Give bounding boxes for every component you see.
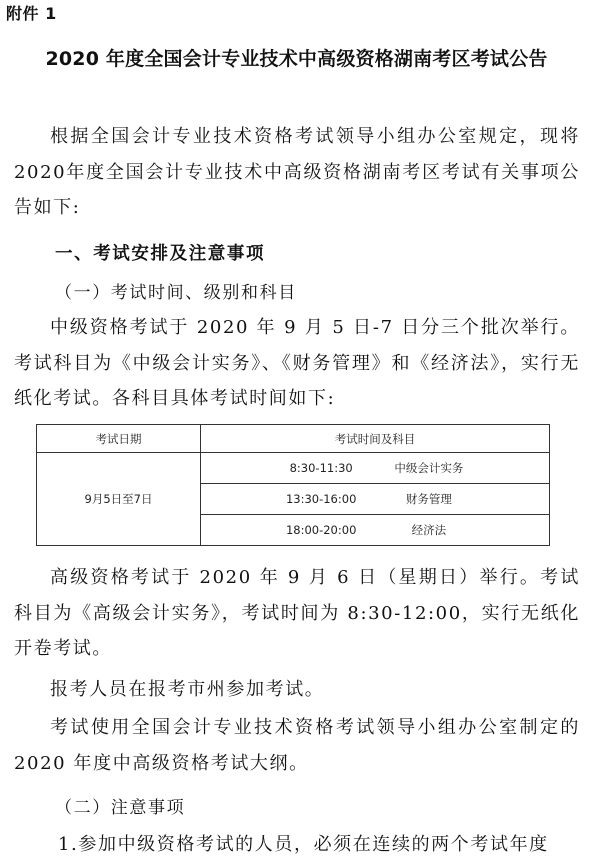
slot-time: 13:30-16:00 (285, 492, 357, 506)
slot-subject: 经济法 (411, 523, 447, 537)
table-header-row (37, 425, 550, 453)
mid-level-paragraph: 中级资格考试于 2020 年 9 月 5 日-7 日分三个批次举行。考试科目为《中级会计实务》、《财务管理》和《经济法》，实行无纸化考试。各科目具体考试时间如下: (14, 317, 580, 409)
slot-subject: 财务管理 (405, 492, 452, 506)
slot-cell (201, 515, 550, 546)
slot-subject: 中级会计实务 (394, 461, 464, 475)
location-paragraph: 报考人员在报考市州参加考试。 (50, 679, 325, 700)
slot-time: 8:30-11:30 (289, 461, 353, 475)
attachment-label: 附件 1 (6, 4, 57, 23)
section1-heading: 一、考试安排及注意事项 (55, 244, 266, 264)
page-title: 2020 年度全国会计专业技术中高级资格湖南考区考试公告 (45, 48, 548, 70)
syllabus-paragraph: 考试使用全国会计专业技术资格考试领导小组办公室制定的 2020 年度中高级资格考试大纲。 (14, 717, 580, 774)
slot-cell (201, 484, 550, 515)
date-range-cell: 9月5日至7日 (37, 453, 201, 546)
intro-paragraph: 根据全国会计专业技术资格考试领导小组办公室规定，现将2020年度全国会计专业技术中高级资格湖南考区考试有关事项公告如下: (14, 126, 580, 218)
subsection2-heading: （二）注意事项 (55, 798, 186, 818)
header-date-cell: 考试日期 (37, 425, 201, 453)
slot-cell (201, 453, 550, 484)
senior-level-paragraph: 高级资格考试于 2020 年 9 月 6 日（星期日）举行。考试科目为《高级会计实务》，考试时间为 8:30-12:00，实行无纸化开卷考试。 (14, 567, 580, 659)
subsection1-heading: （一）考试时间、级别和科目 (55, 283, 297, 303)
slot-time: 18:00-20:00 (285, 523, 357, 537)
schedule-table (36, 424, 550, 546)
note1-paragraph: 1.参加中级资格考试的人员，必须在连续的两个考试年度 (58, 834, 549, 855)
table-row (37, 453, 550, 484)
header-time-subject-cell: 考试时间及科目 (201, 425, 550, 453)
